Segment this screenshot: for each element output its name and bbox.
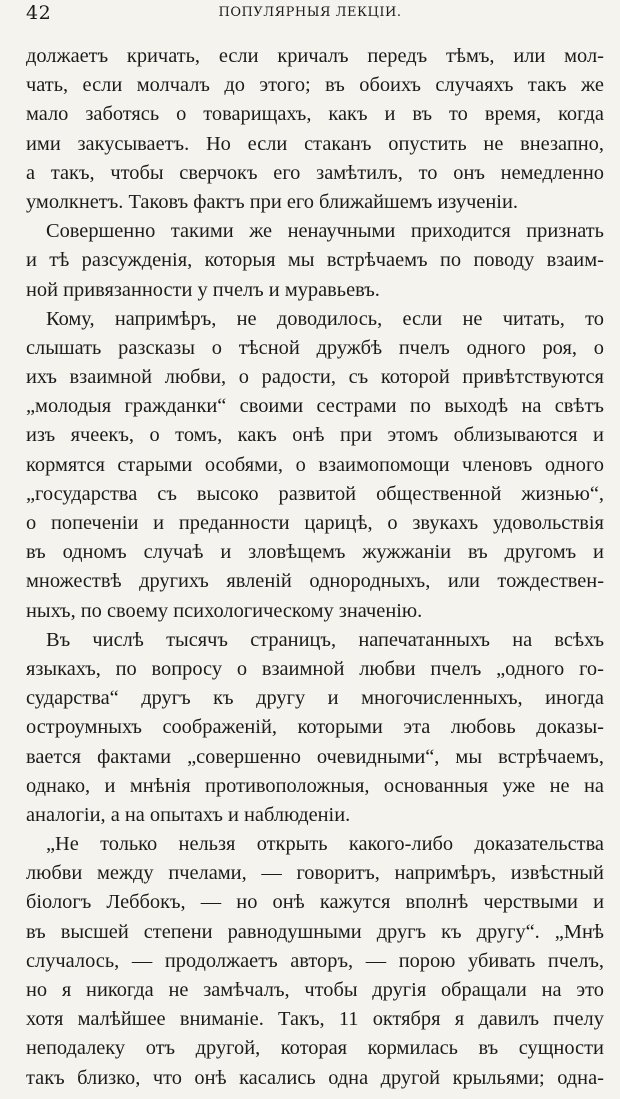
text-line: „государства съ высоко развитой общественной жизнью“,	[26, 482, 604, 505]
text-line: но я никогда не замѣчалъ, чтобы другія обращали на это	[26, 979, 604, 1001]
text-line: однако, и мнѣнія противоположныя, основанныя уже не на	[26, 774, 604, 797]
text-line: ныхъ, по своему психологическому значенію.	[26, 599, 423, 622]
paragraph	[26, 305, 604, 626]
text-line: остроумныхъ соображеній, которыми эта любовь доказы-	[26, 716, 604, 739]
text-line: мало заботясь о товарищахъ, какъ и въ то время, когда	[26, 103, 604, 126]
text-line: Въ числѣ тысячъ страницъ, напечатанныхъ на всѣхъ	[46, 628, 604, 651]
text-line: должаетъ кричать, если кричалъ передъ тѣмъ, или мол-	[26, 45, 604, 67]
text-line: такъ близко, что онѣ касались одна другой крыльями; одна-	[26, 1066, 604, 1089]
text-line: и тѣ разсужденія, которыя мы встрѣчаемъ по поводу взаим-	[26, 249, 604, 272]
text-line: слышать разсказы о тѣсной дружбѣ пчелъ одного роя, о	[26, 336, 604, 359]
text-line: множествѣ другихъ явленій однородныхъ, или тождествен-	[26, 570, 604, 593]
text-line: ими закусываетъ. Но если стаканъ опустить не внезапно,	[26, 132, 604, 155]
text-line: случалось, — продолжаетъ авторъ, — порою убивать пчелъ,	[26, 949, 604, 972]
text-line: въ одномъ случаѣ и зловѣщемъ жужжаніи въ другомъ и	[26, 541, 604, 564]
text-line: Кому, напримѣръ, не доводилось, если не читать, то	[46, 307, 604, 330]
text-line: біологъ Леббокъ, — но онѣ кажутся вполнѣ черствыми и	[26, 891, 604, 914]
text-line: языкахъ, по вопросу о взаимной любви пчелъ „одного го-	[26, 657, 604, 680]
text-line: сударства“ другъ къ другу и многочисленныхъ, иногда	[26, 687, 604, 710]
page-number: 42	[26, 2, 52, 24]
text-line: въ высшей степени равнодушными другъ къ другу“. „Мнѣ	[26, 920, 604, 943]
text-line: любви между пчелами, — говоритъ, напримѣръ, извѣстный	[26, 862, 604, 885]
paragraph	[26, 42, 604, 217]
text-line: ихъ взаимной любви, о радости, съ которой привѣтствуются	[26, 366, 604, 389]
text-line: хотя малѣйшее вниманіе. Такъ, 11 октября я давилъ пчелу	[26, 1008, 604, 1031]
text-line: „молодыя гражданки“ своими сестрами по выходѣ на свѣтъ	[26, 395, 604, 418]
text-line: неподалеку отъ другой, которая кормилась въ сущности	[26, 1037, 604, 1060]
text-line: изъ ячеекъ, о томъ, какъ онѣ при этомъ облизываются и	[26, 424, 604, 447]
body-text	[26, 42, 604, 1093]
text-line: кормятся старыми особями, о взаимопомощи членовъ одного	[26, 453, 604, 476]
paragraph	[26, 217, 604, 305]
text-line: чать, если молчалъ до этого; въ обоихъ случаяхъ такъ же	[26, 74, 604, 97]
text-line: вается фактами „совершенно очевидными“, мы встрѣчаемъ,	[26, 745, 604, 768]
paragraph	[26, 626, 604, 830]
paragraph	[26, 830, 604, 1093]
text-line: Совершенно такими же ненаучными приходится признать	[46, 220, 604, 243]
text-line: „Не только нельзя открыть какого-либо доказательства	[46, 833, 604, 856]
text-line: ной привязанности у пчелъ и муравьевъ.	[26, 278, 380, 301]
text-line: умолкнетъ. Таковъ фактъ при его ближайшемъ изученіи.	[26, 190, 518, 213]
text-line: аналогіи, а на опытахъ и наблюденіи.	[26, 803, 351, 826]
running-head: ПОПУЛЯРНЫЯ ЛЕКЦІИ.	[218, 5, 402, 20]
text-line: а такъ, чтобы сверчокъ его замѣтилъ, то онъ немедленно	[26, 161, 604, 184]
text-line: о попеченіи и преданности царицѣ, о звукахъ удовольствія	[26, 512, 604, 534]
